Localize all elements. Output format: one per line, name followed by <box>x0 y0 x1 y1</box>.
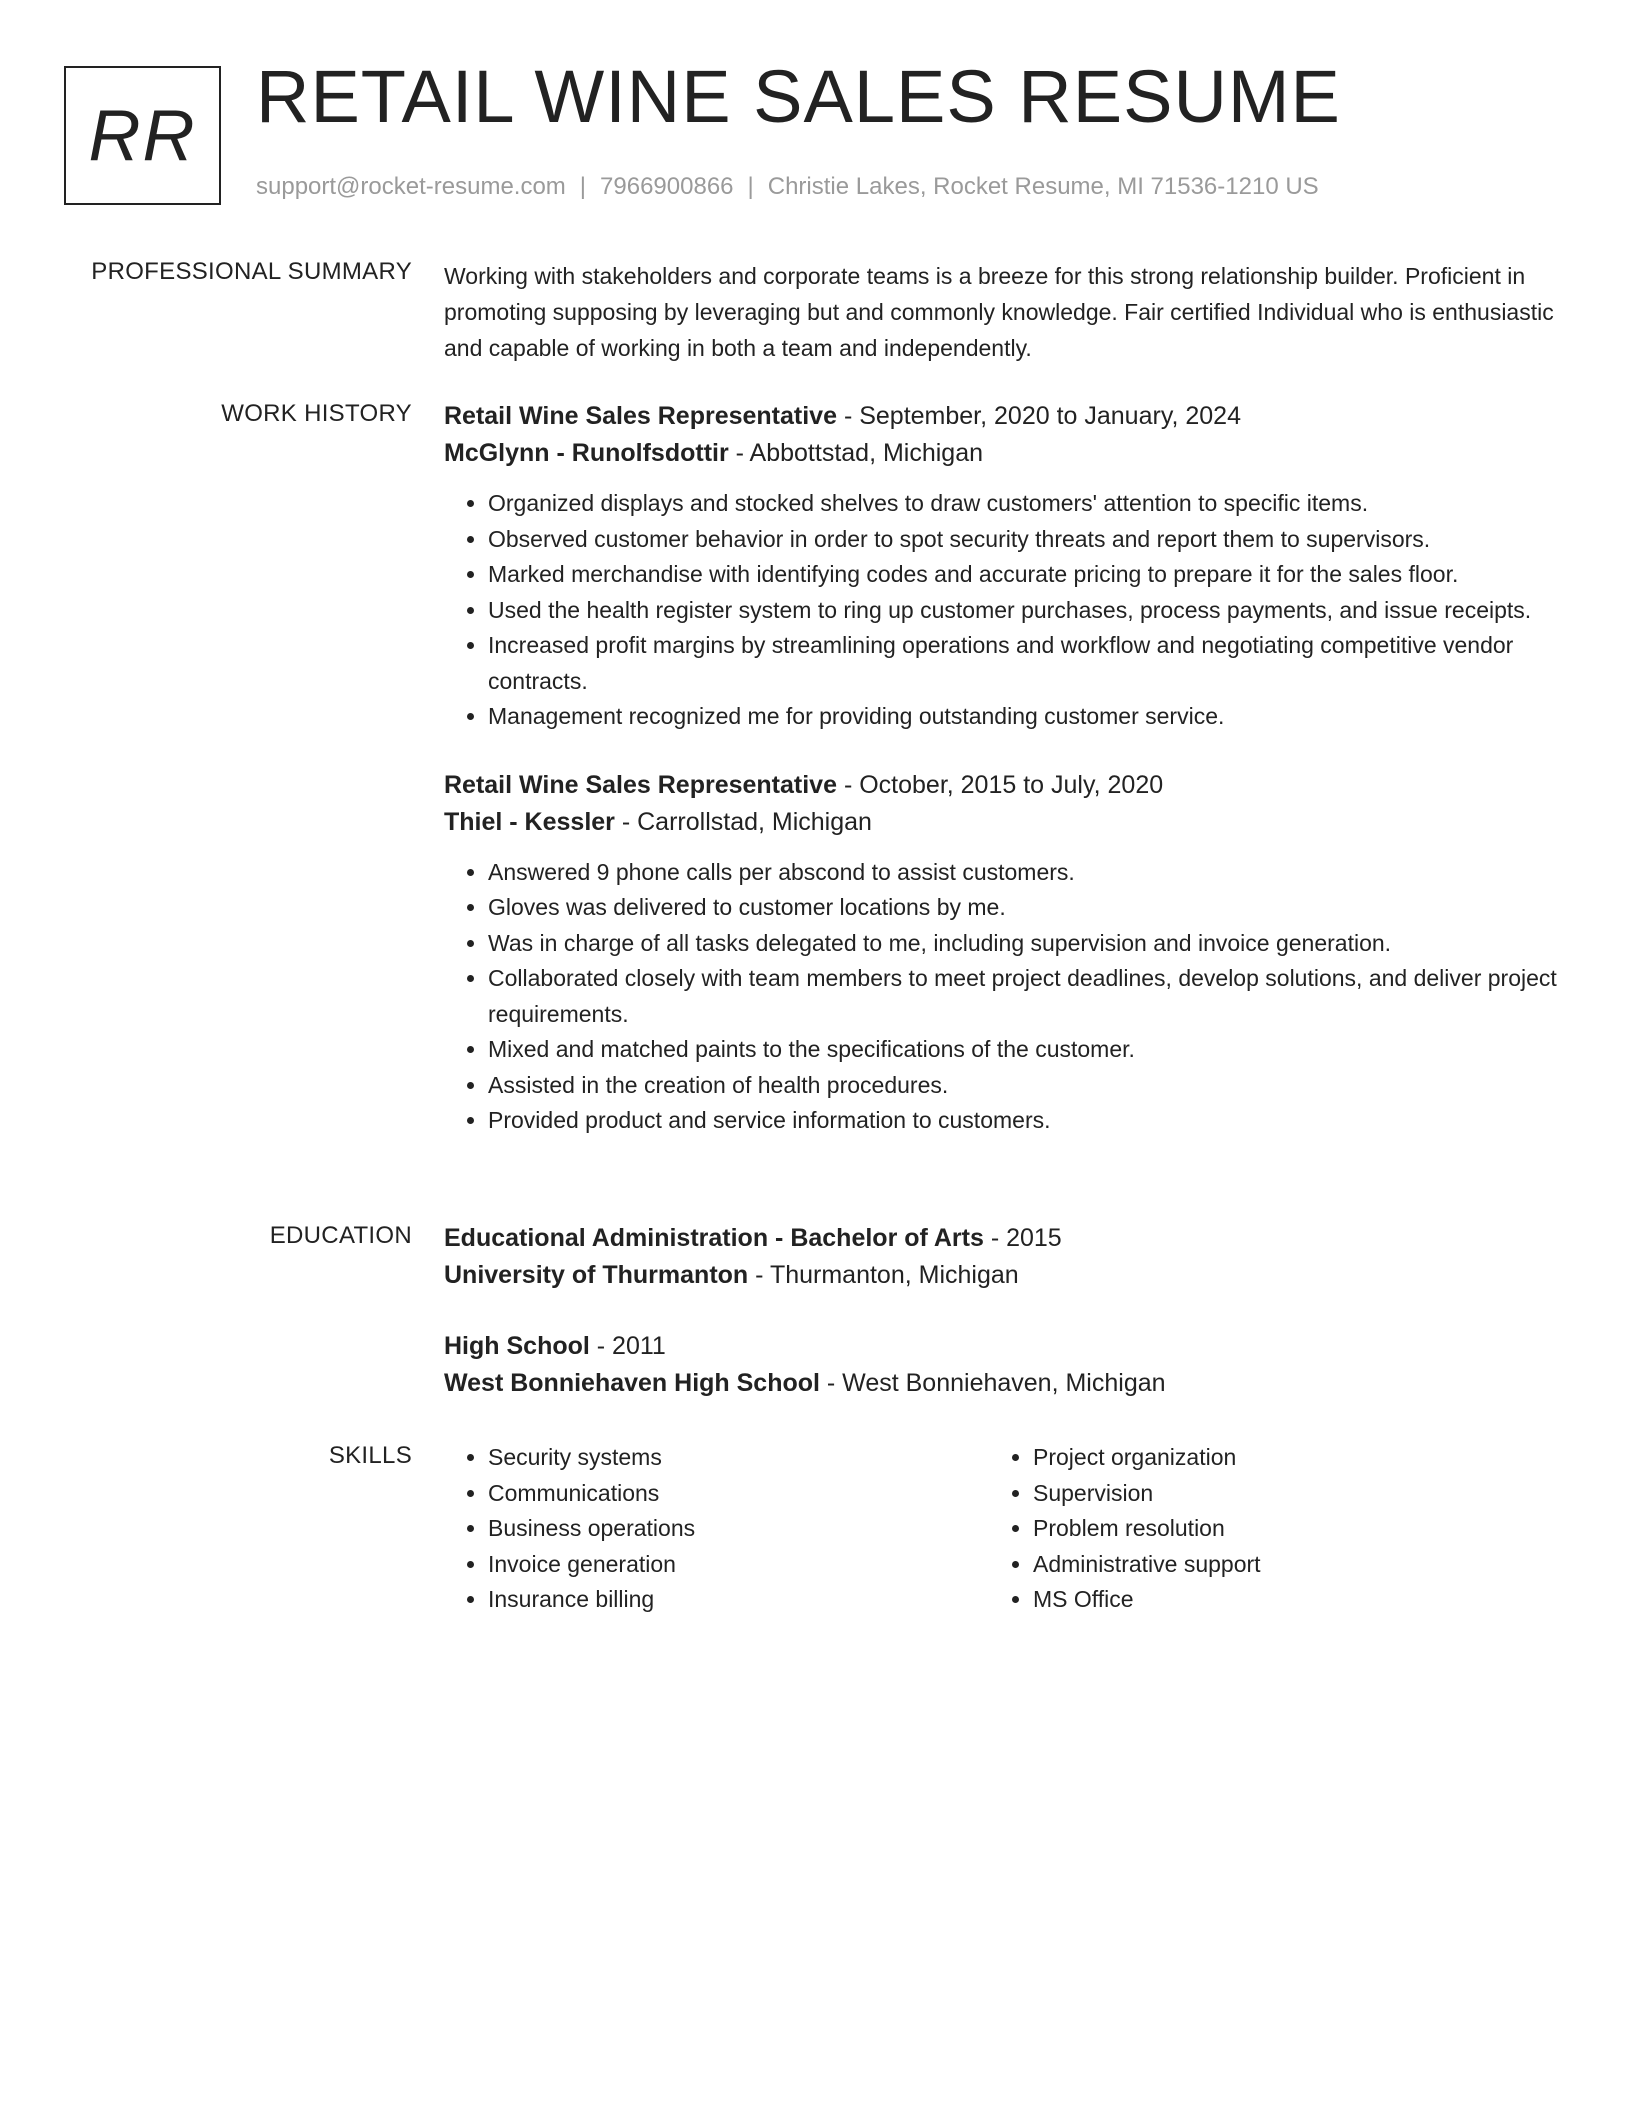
skill-item: • MS Office <box>1033 1582 1534 1618</box>
skills-list-left <box>444 1440 989 1618</box>
job-location: - Abbottstad, Michigan <box>728 439 984 467</box>
skill-item: • Administrative support <box>1033 1547 1534 1583</box>
education-degree: Educational Administration - Bachelor of Arts <box>444 1224 984 1252</box>
job-entry <box>444 398 1564 735</box>
education-degree-line <box>444 1220 1564 1257</box>
job-bullet: • Management recognized me for providing outstanding customer service. <box>488 699 1564 735</box>
skill-item: • Invoice generation <box>488 1547 989 1583</box>
skill-item: • Communications <box>488 1476 989 1512</box>
education-degree: High School <box>444 1332 590 1360</box>
job-bullet: • Gloves was delivered to customer locations by me. <box>488 890 1564 926</box>
job-bullet: • Provided product and service information to customers. <box>488 1103 1564 1139</box>
job-dates: - September, 2020 to January, 2024 <box>837 402 1241 430</box>
contact-phone: 7966900866 <box>600 173 734 200</box>
summary-text: Working with stakeholders and corporate teams is a breeze for this strong relationship builder. Proficient in promoting supposing by leveraging but and commonly knowledge. Fair certified Individual who is enthusiastic and capable of working in both a team and independently. <box>444 263 1554 361</box>
education-entry <box>444 1220 1564 1294</box>
contact-separator: | <box>579 173 587 200</box>
education-location: - Thurmanton, Michigan <box>748 1261 1019 1289</box>
job-company: Thiel - Kessler <box>444 807 615 836</box>
monogram-logo <box>64 66 221 205</box>
monogram-text: RR <box>88 95 197 176</box>
education-body <box>444 1220 1564 1402</box>
skill-item: • Problem resolution <box>1033 1511 1534 1547</box>
section-label-summary: PROFESSIONAL SUMMARY <box>91 258 412 285</box>
job-bullet: • Organized displays and stocked shelves to draw customers' attention to specific items. <box>488 486 1564 522</box>
job-title: Retail Wine Sales Representative <box>444 770 837 799</box>
job-title-line <box>444 398 1564 435</box>
summary-body <box>444 258 1564 366</box>
work-history-body <box>444 398 1564 1139</box>
job-bullet: • Mixed and matched paints to the specifications of the customer. <box>488 1032 1564 1068</box>
job-dates: - October, 2015 to July, 2020 <box>837 770 1164 799</box>
education-school-line <box>444 1365 1564 1402</box>
education-location: - West Bonniehaven, Michigan <box>819 1369 1166 1397</box>
skill-item: • Business operations <box>488 1511 989 1547</box>
job-bullet: • Observed customer behavior in order to spot security threats and report them to supervisors. <box>488 522 1564 558</box>
section-label-work-history: WORK HISTORY <box>221 400 412 427</box>
job-bullet: • Marked merchandise with identifying codes and accurate pricing to prepare it for the sales floor. <box>488 557 1564 593</box>
job-bullets <box>444 486 1564 735</box>
contact-address: Christie Lakes, Rocket Resume, MI 71536-1210 US <box>767 173 1319 200</box>
job-company-line <box>444 804 1564 841</box>
education-degree-line <box>444 1328 1564 1365</box>
education-school: University of Thurmanton <box>444 1261 749 1289</box>
job-company-line <box>444 435 1564 472</box>
education-entry <box>444 1328 1564 1402</box>
skill-item: • Security systems <box>488 1440 989 1476</box>
section-label-skills: SKILLS <box>328 1442 412 1469</box>
skill-item: • Insurance billing <box>488 1582 989 1618</box>
job-bullet: • Assisted in the creation of health procedures. <box>488 1068 1564 1104</box>
contact-email: support@rocket-resume.com <box>256 173 566 200</box>
job-bullets <box>444 855 1564 1139</box>
job-bullet: • Collaborated closely with team members to meet project deadlines, develop solutions, and deliver project requirements. <box>488 961 1564 1032</box>
education-year: - 2011 <box>589 1332 666 1360</box>
resume-title: RETAIL WINE SALES RESUME <box>256 55 1341 138</box>
education-school-line <box>444 1257 1564 1294</box>
skills-body <box>444 1440 1564 1618</box>
job-bullet: • Answered 9 phone calls per abscond to assist customers. <box>488 855 1564 891</box>
skill-item: • Project organization <box>1033 1440 1534 1476</box>
job-title-line <box>444 767 1564 804</box>
job-bullet: • Increased profit margins by streamlining operations and workflow and negotiating competitive vendor contracts. <box>488 628 1564 699</box>
job-bullet: • Was in charge of all tasks delegated to me, including supervision and invoice generation. <box>488 926 1564 962</box>
skill-item: • Supervision <box>1033 1476 1534 1512</box>
section-label-education: EDUCATION <box>269 1222 412 1249</box>
education-school: West Bonniehaven High School <box>444 1369 820 1397</box>
job-entry <box>444 767 1564 1139</box>
job-title: Retail Wine Sales Representative <box>444 402 837 430</box>
job-company: McGlynn - Runolfsdottir <box>444 439 729 467</box>
education-year: - 2015 <box>983 1224 1062 1252</box>
contact-line <box>256 173 1319 201</box>
skills-list-right <box>989 1440 1534 1618</box>
job-bullet: • Used the health register system to ring up customer purchases, process payments, and issue receipts. <box>488 593 1564 629</box>
contact-separator: | <box>747 173 754 200</box>
job-location: - Carrollstad, Michigan <box>614 807 872 836</box>
skills-columns <box>444 1440 1564 1618</box>
